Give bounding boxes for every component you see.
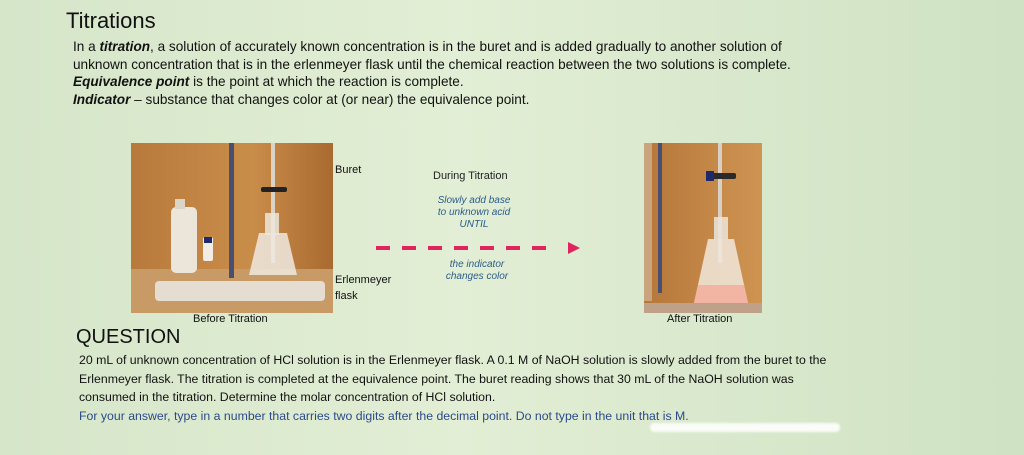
indicator-term: Indicator (73, 91, 131, 107)
intro-text (73, 38, 793, 108)
slowly-add-text: Slowly add base to unknown acid UNTIL (437, 195, 511, 230)
before-titration-photo (131, 143, 333, 313)
highlight-smudge (650, 423, 840, 432)
question-heading: QUESTION (76, 326, 181, 348)
indicator-definition: Indicator – substance that changes color at (or near) the equivalence point. (73, 91, 530, 107)
erlenmeyer-label: Erlenmeyer flask (335, 274, 392, 302)
question-text (79, 351, 839, 425)
equivalence-term: Equivalence point (73, 74, 190, 89)
after-titration-caption: After Titration (667, 313, 733, 325)
titration-definition: In a titration, a solution of accurately known concentration is in the buret and is added gradually to another solution of unknown concentration that is in the erlenmeyer flask until the chemical reaction between the two solutions is complete. (73, 39, 791, 72)
before-titration-caption: Before Titration (193, 313, 268, 325)
indicator-change-text: the indicator changes color (445, 259, 509, 282)
question-prompt: 20 mL of unknown concentration of HCl solution is in the Erlenmeyer flask. A 0.1 M of NaOH solution is slowly added from the buret to the Erlenmeyer flask. The titration is completed at the equivalence point. The buret reading shows that 30 mL of the NaOH solution was consumed in the titration. Determine the molar concentration of HCl solution. (79, 353, 827, 404)
dashed-arrow-icon (376, 241, 586, 255)
during-titration-label: During Titration (433, 170, 508, 182)
titration-term: titration (99, 39, 151, 54)
page-title: Titrations (66, 8, 156, 33)
after-titration-photo (644, 143, 762, 313)
equivalence-definition: Equivalence point is the point at which the reaction is complete. (73, 74, 464, 89)
buret-label: Buret (335, 164, 362, 176)
answer-instructions: For your answer, type in a number that carries two digits after the decimal point. Do not type in the unit that is M. (79, 408, 689, 423)
